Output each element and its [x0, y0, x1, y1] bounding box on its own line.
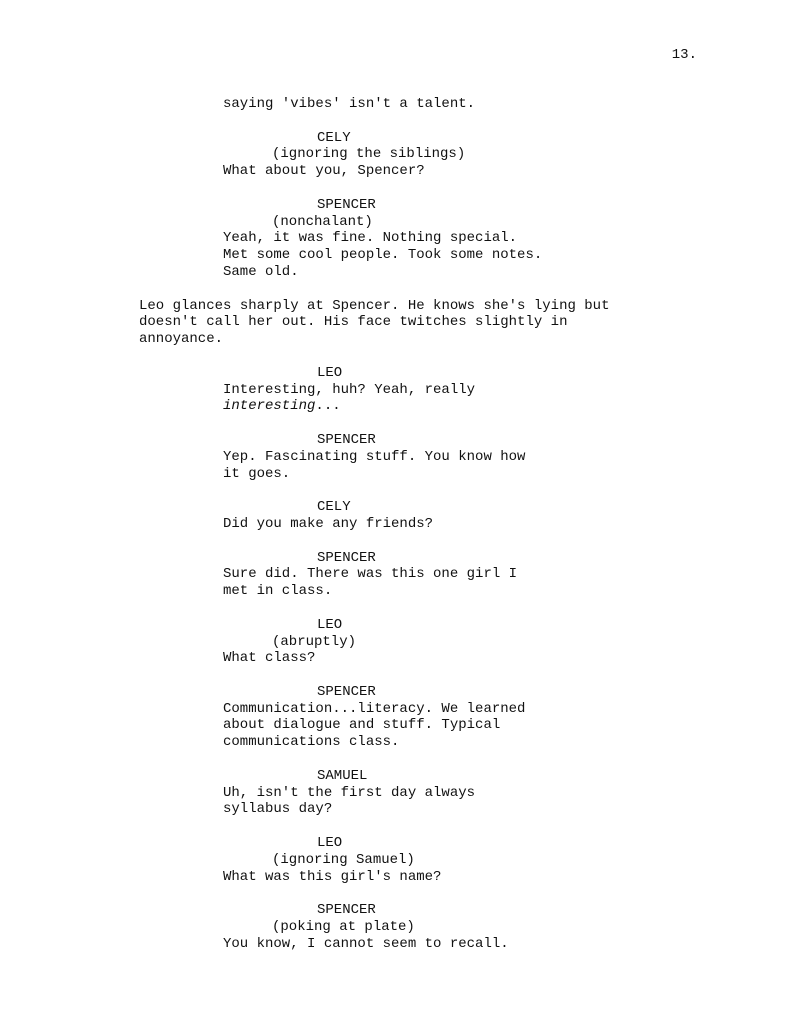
dialogue-line: syllabus day?: [223, 801, 333, 818]
dialogue-line: communications class.: [223, 734, 400, 751]
parenthetical: (ignoring Samuel): [272, 851, 415, 868]
action-line: doesn't call her out. His face twitches slightly in: [139, 314, 568, 331]
dialogue-line: What class?: [223, 650, 316, 667]
dialogue-line: Met some cool people. Took some notes.: [223, 247, 543, 264]
character-cue: SPENCER: [317, 683, 376, 700]
screenplay-body: [139, 96, 699, 953]
dialogue-line: [139, 398, 699, 415]
dialogue-line: it goes.: [223, 465, 291, 482]
line-gap: [139, 180, 699, 197]
parenthetical: (nonchalant): [272, 213, 373, 230]
character-cue: SAMUEL: [317, 767, 368, 784]
character-cue: SPENCER: [317, 549, 376, 566]
parenthetical: (ignoring the siblings): [272, 146, 466, 163]
character-cue: CELY: [317, 129, 351, 146]
character-cue: LEO: [317, 616, 343, 633]
line-gap: [139, 281, 699, 298]
line-gap: [139, 533, 699, 550]
character-cue: SPENCER: [317, 196, 376, 213]
line-gap: [139, 885, 699, 902]
dialogue-line: Communication...literacy. We learned: [223, 700, 526, 717]
action-line: Leo glances sharply at Spencer. He knows she's lying but: [139, 297, 610, 314]
line-gap: [139, 348, 699, 365]
dialogue-line: Interesting, huh? Yeah, really: [223, 381, 476, 398]
line-gap: [139, 415, 699, 432]
character-cue: SPENCER: [317, 902, 376, 919]
line-gap: [139, 818, 699, 835]
dialogue-line: What was this girl's name?: [223, 868, 442, 885]
character-cue: LEO: [317, 835, 343, 852]
line-gap: [139, 600, 699, 617]
emphasized-word: interesting: [223, 398, 316, 415]
line-gap: [139, 113, 699, 130]
action-line: annoyance.: [139, 331, 224, 348]
dialogue-line: met in class.: [223, 583, 333, 600]
dialogue-line: You know, I cannot seem to recall.: [223, 935, 509, 952]
dialogue-line: Yeah, it was fine. Nothing special.: [223, 230, 518, 247]
line-gap: [139, 667, 699, 684]
character-cue: CELY: [317, 499, 351, 516]
dialogue-line: Sure did. There was this one girl I: [223, 566, 518, 583]
dialogue-line: Yep. Fascinating stuff. You know how: [223, 448, 526, 465]
character-cue: SPENCER: [317, 431, 376, 448]
dialogue-line: saying 'vibes' isn't a talent.: [223, 96, 476, 112]
line-gap: [139, 482, 699, 499]
dialogue-line: Same old.: [223, 263, 299, 280]
dialogue-line: about dialogue and stuff. Typical: [223, 717, 501, 734]
dialogue-fragment: ...: [315, 398, 341, 415]
dialogue-line: Did you make any friends?: [223, 515, 434, 532]
parenthetical: (abruptly): [272, 633, 357, 650]
line-gap: [139, 751, 699, 768]
dialogue-line: What about you, Spencer?: [223, 163, 425, 180]
parenthetical: (poking at plate): [272, 919, 415, 936]
dialogue-line: Uh, isn't the first day always: [223, 784, 476, 801]
character-cue: LEO: [317, 364, 343, 381]
page-number: 13.: [671, 47, 697, 63]
